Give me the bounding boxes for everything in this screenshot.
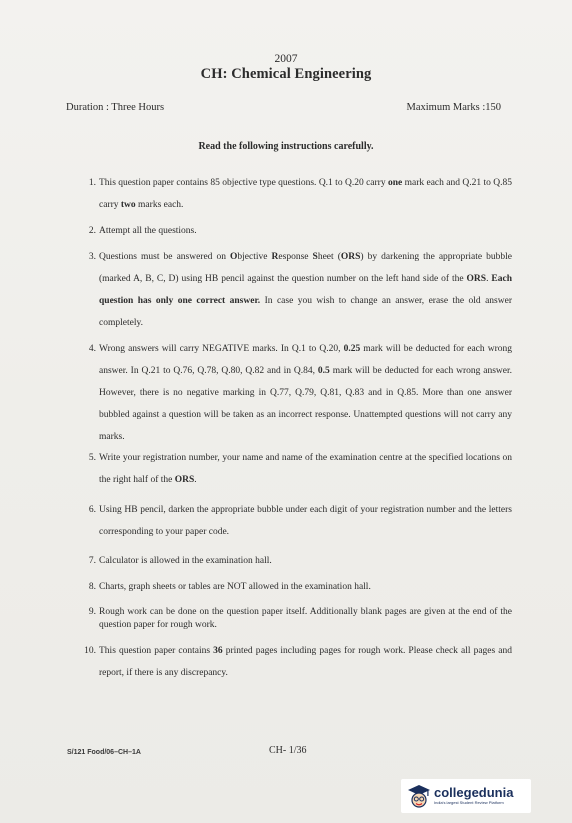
text-run: marks each. [135, 200, 184, 210]
instruction-text [99, 606, 512, 632]
text-run: mark will be deducted for each wrong answer. In Q.21 to Q.76, Q.78, Q.80, Q.82 and in Q.84, [99, 344, 512, 376]
instruction-item [66, 606, 512, 632]
instruction-item [66, 640, 512, 684]
text-run: This question paper contains 85 objective type questions. Q.1 to Q.20 carry [99, 178, 388, 188]
instruction-text [99, 246, 512, 334]
instruction-number: 8. [88, 582, 96, 592]
instruction-number: 7. [88, 556, 96, 566]
text-run: heet ( [317, 252, 341, 262]
emphasis-text: one [387, 178, 403, 188]
emphasis-text: ORS [174, 475, 195, 485]
emphasis-text: Each question has only one correct answer. [99, 274, 512, 306]
instruction-item [66, 499, 512, 543]
instruction-item [66, 246, 512, 334]
instruction-text [99, 550, 512, 572]
text-run: Using HB pencil, darken the appropriate bubble under each digit of your registration number and the letters corresponding to your paper code. [99, 505, 512, 537]
instruction-number: 2. [88, 226, 96, 236]
text-run: This question paper contains [99, 646, 214, 656]
emphasis-text: ORS [466, 274, 487, 284]
instruction-number: 6. [88, 505, 96, 515]
watermark-tagline: India's largest Student Review Platform [434, 800, 504, 805]
exam-year: 2007 [274, 53, 298, 65]
maximum-marks-label: Maximum Marks :150 [406, 102, 501, 113]
instruction-number: 5. [88, 453, 96, 463]
instruction-text [99, 172, 512, 216]
duration-label: Duration : Three Hours [66, 102, 165, 113]
text-run: Calculator is allowed in the examination hall. [99, 556, 272, 566]
instruction-number: 9. [88, 607, 96, 617]
instruction-item [66, 338, 512, 448]
emphasis-text: ORS [340, 252, 361, 262]
text-run: . [194, 475, 197, 485]
instruction-number: 1. [88, 178, 96, 188]
page-number: CH- 1/36 [269, 745, 307, 756]
instruction-text [99, 220, 512, 242]
emphasis-text: R [271, 252, 279, 262]
emphasis-text: two [120, 200, 136, 210]
instruction-number: 4. [88, 344, 96, 354]
text-run: Attempt all the questions. [99, 226, 197, 236]
instruction-text [99, 338, 512, 448]
instruction-item [66, 550, 512, 572]
instruction-number: 10. [84, 646, 96, 656]
student-mascot-icon [406, 783, 432, 809]
text-run: Write your registration number, your name and name of the examination centre at the specified locations on the right half of the [99, 453, 512, 485]
text-run: Questions must be answered on [99, 252, 231, 262]
instruction-text [99, 447, 512, 491]
instruction-text [99, 499, 512, 543]
text-run: mark each and Q.21 to Q.85 carry [99, 178, 512, 210]
text-run: . [486, 274, 492, 284]
text-run: Charts, graph sheets or tables are NOT allowed in the examination hall. [99, 582, 371, 592]
text-run: esponse [278, 252, 313, 262]
text-run: In case you wish to change an answer, erase the old answer completely. [99, 296, 512, 328]
text-run: Rough work can be done on the question paper itself. Additionally blank pages are given at the end of the question paper for rough work. [99, 607, 512, 630]
paper-title: CH: Chemical Engineering [200, 66, 372, 82]
instruction-item [66, 172, 512, 216]
watermark-logo [401, 779, 531, 813]
emphasis-text: O [230, 252, 238, 262]
instruction-text [99, 576, 512, 598]
paper-code: S/121 Food/06–CH–1A [67, 749, 141, 756]
emphasis-text: 0.25 [343, 344, 361, 354]
instruction-item [66, 576, 512, 598]
watermark-brand-name: collegedunia [434, 785, 514, 800]
emphasis-text: 36 [213, 646, 223, 656]
instruction-number: 3. [88, 252, 96, 262]
instruction-item [66, 220, 512, 242]
text-run: printed pages including pages for rough work. Please check all pages and report, if there is any discrepancy. [99, 646, 512, 678]
emphasis-text: S [312, 252, 318, 262]
text-run: mark will be deducted for each wrong answer. However, there is no negative marking in Q.77, Q.79, Q.81, Q.83 and in Q.85. More than one answer bubbled against a question will be taken as an incorrect response. Unattempted questions will not carry any marks. [99, 366, 513, 442]
text-run: Wrong answers will carry NEGATIVE marks. In Q.1 to Q.20, [99, 344, 344, 354]
instruction-item [66, 447, 512, 491]
text-run: bjective [237, 252, 272, 262]
emphasis-text: 0.5 [317, 366, 330, 376]
text-run: ) by darkening the appropriate bubble (marked A, B, C, D) using HB pencil against the question number on the left hand side of the [99, 252, 512, 284]
instruction-text [99, 640, 512, 684]
instructions-heading: Read the following instructions carefully. [198, 141, 374, 152]
